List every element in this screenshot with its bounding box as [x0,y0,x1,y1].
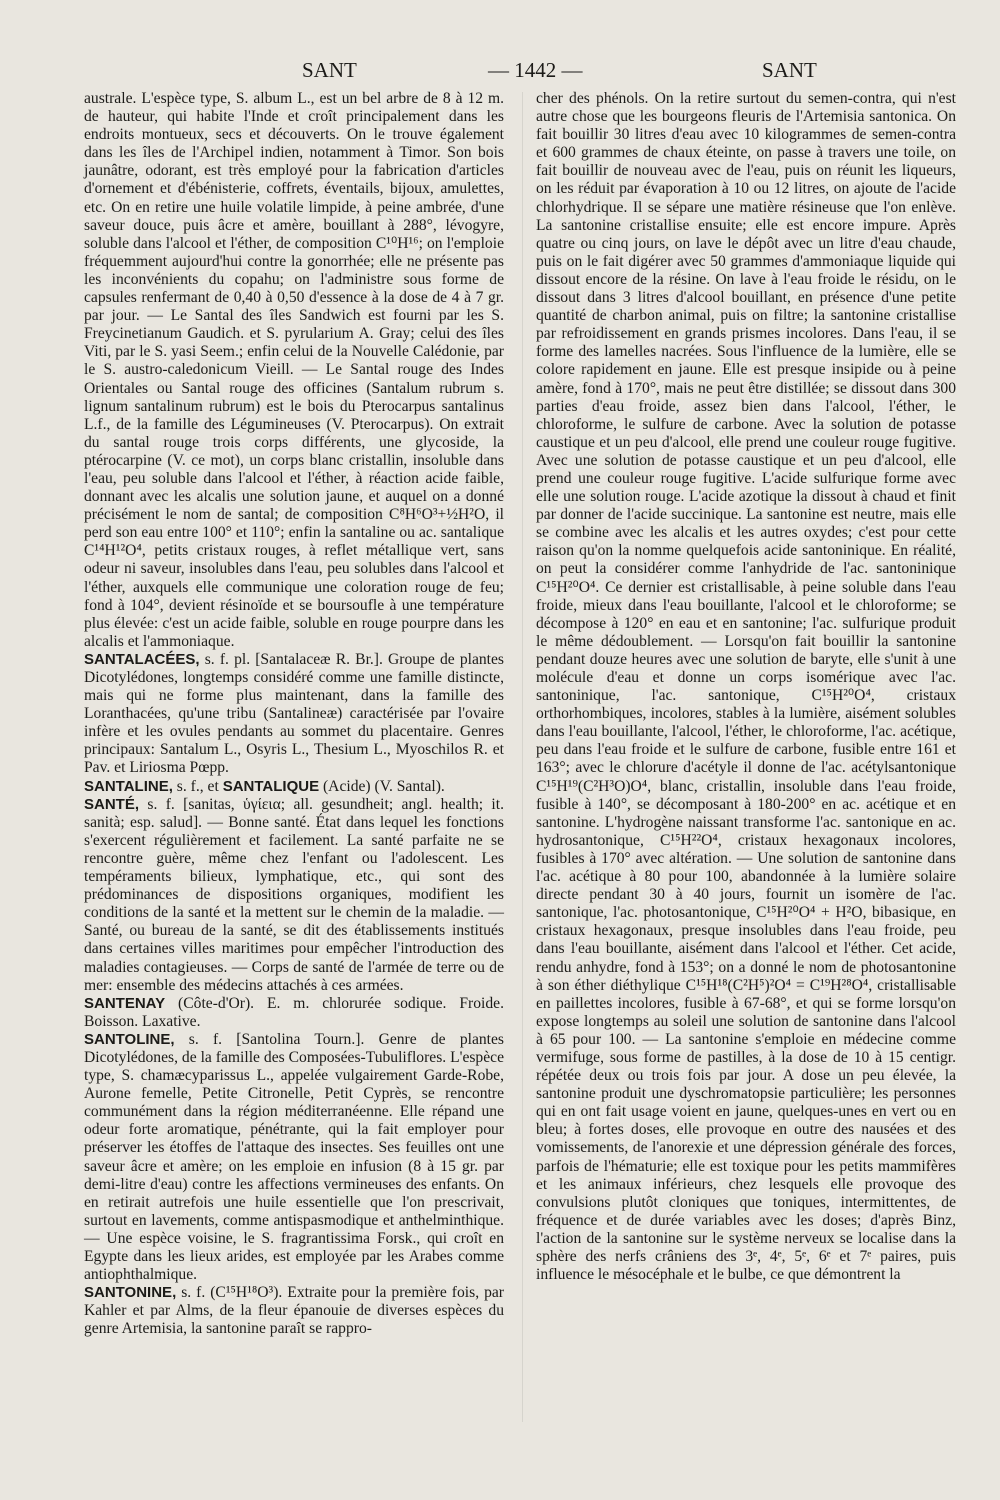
header-left-keyword: SANT [302,58,357,82]
entry-body: (Acide) (V. Santal). [319,777,445,795]
santonine-continuation: cher des phénols. On la retire surtout du semen-contra, qui n'est autre chose que les bourgeons fleuris de l'Artemisia santonica. On fait bouillir 30 litres d'eau avec 10 kilogrammes de semen-contra et 600 grammes de chaux éteinte, on passe à travers une toile, on fait bouillir de nouveau avec de l'eau, puis on réunit les liqueurs, on les réduit par évaporation à 10 ou 12 litres, on ajoute de l'acide chlorhydrique. Il se sépare une matière résineuse que l'on enlève. La santonine cristallise ensuite; elle est encore impure. Après quatre ou cinq jours, on lave le dépôt avec un litre d'eau chaude, puis on le fait digérer avec 50 grammes d'ammoniaque liquide qui dissout encore de la résine. On lave à l'eau froide le résidu, on le dissout dans 3 litres d'alcool bouillant, en présence d'une petite quantité de charbon animal, puis on filtre; la santonine cristallise par refroidissement en grands prismes incolores. Dans l'eau, il se forme des lamelles nacrées. Sous l'influence de la lumière, elle se colore rapidement en jaune. Elle est presque insipide ou à peine amère, fond à 170°, mais ne peut être distillée; se dissout dans 300 parties d'eau froide, assez bien dans l'alcool, l'éther, le chloroforme, le sulfure de carbone. Avec la solution de potasse caustique et un peu d'alcool, elle prend une couleur rouge fugitive. Avec une solution de potasse caustique et un peu d'alcool, elle prend une couleur rouge fugitive. L'acide sulfurique forme avec elle une solution rouge. L'acide azotique la dissout à chaud et finit par donner de l'acide succinique. La santonine est neutre, mais elle se combine avec les alcalis et les autres oxydes; c'est pour cette raison qu'on la nomme quelquefois acide santoninique. En réalité, on peut la considérer comme l'anhydride de l'ac. santoninique C¹⁵H²⁰O⁴. Ce dernier est cristallisable, à peine soluble dans l'eau froide, mieux dans l'eau bouillante, l'alcool et le chloroforme; se décompose à 120° en eau et en santonine; l'ac. sulfurique produit le même dédoublement. — Lorsqu'on fait bouillir la santonine pendant douze heures avec une solution de baryte, elle s'unit à une molécule d'eau et donne un corps isomérique avec l'ac. santoninique, l'ac. santonique, C¹⁵H²⁰O⁴, cristaux orthorhombiques, incolores, stables à la lumière, aisément solubles dans l'eau bouillante, l'alcool, l'éther, le chloroforme, l'ac. acétique, peu dans l'eau froide et le sulfure de carbone, fusible entre 161 et 163°; avec le chlorure d'acétyle il donne de l'ac. acétylsantonique C¹⁵H¹⁹(C²H³O)O⁴, blanc, cristallin, insoluble dans l'eau froide, fusible à 140°, se décomposant à 180-200° en ac. acétique et en santonine. L'hydrogène naissant transforme l'ac. santonique en ac. hydrosantonique, C¹⁵H²²O⁴, cristaux hexagonaux incolores, fusibles à 170° avec altération. — Une solution de santonine dans l'ac. acétique à 80 pour 100, abandonnée à la lumière solaire directe pendant 30 à 40 jours, fournit un isomère de l'ac. santonique, l'ac. photosantonique, C¹⁵H²⁰O⁴ + H²O, bibasique, en cristaux hexagonaux, presque insolubles dans l'eau froide, peu dans l'eau bouillante, aisément dans l'alcool et l'éther. Cet acide, rendu anhydre, fond à 153°; on a donné le nom de photosantonine à son éther diéthylique C¹⁵H¹⁸(C²H⁵)²O⁴ = C¹⁹H²⁸O⁴, cristallisable en paillettes incolores, fusible à 67-68°, et qui se forme lorsqu'on expose longtemps au soleil une solution de santonine dans l'alcool à 65 pour 100. — La santonine s'emploie en médecine comme vermifuge, sous forme de pastilles, à la dose de 10 à 15 centigr. répétée deux ou trois fois par jour. A dose un peu élevée, la santonine produit une dyschromatopsie particulière; les personnes qui en ont fait usage voient en jaune, quelques-unes en vert ou en bleu; à fortes doses, elle provoque en outre des nausées et des vomissements, de l'anorexie et une dépression générale des forces, parfois de l'hématurie; elle est toxique pour les petits mammifères et les animaux inférieurs, chez lesquels elle provoque des convulsions plutôt cloniques que toniques, intermittentes, de fréquence et de durée variables avec les doses; d'après Binz, l'action de la santonine sur le système nerveux se localise dans la sphère des nerfs crâniens des 3ᵉ, 4ᵉ, 5ᵉ, 6ᵉ et 7ᵉ paires, puis influence le mésocéphale et le bulbe, ce que démontrent la [536,90,956,1284]
entry-body: s. f. [Santolina Tourn.]. Genre de plantes Dicotylédones, de la famille des Composées-Tubuliflores. L'espèce type, S. chamæcyparissus L., appelée vulgairement Garde-Robe, Aurone femelle, Petite Citronelle, Petit Cyprès, se rencontre communément dans la région méditerranéenne. Elle répand une odeur forte aromatique, pénétrante, qui la fait employer pour préserver les étoffes de l'attaque des insectes. Ses feuilles ont une saveur âcre et amère; on les emploie en infusion (8 à 15 gr. par demi-litre d'eau) contre les affections vermineuses des enfants. On en retirait autrefois une huile essentielle que l'on prescrivait, surtout en lavements, comme antispasmodique et anthelminthique. — Une espèce voisine, le S. fragrantissima Forsk., qui croît en Egypte dans les lieux arides, est employée par les Arabes comme antiophthalmique. [84,1030,504,1284]
entry-headword: SANTOLINE, [84,1030,175,1048]
entry-sante [84,796,504,995]
entry-santonine [84,1284,504,1338]
entry-santaline [84,778,504,796]
entry-connector: s. f., et [172,777,223,795]
entry-headword: SANTENAY [84,994,166,1012]
entry-headword: SANTONINE, [84,1284,177,1302]
entry-headword: SANTALACÉES, [84,650,200,668]
entry-headword-secondary: SANTALIQUE [222,777,320,795]
entry-santenay [84,995,504,1031]
entry-body: s. f. (C¹⁵H¹⁸O³). Extraite pour la première fois, par Kahler et par Alms, de la fleur épanouie de diverses espèces du genre Artemisia, la santonine paraît se rappro- [84,1284,504,1338]
entry-body: (Côte-d'Or). E. m. chlorurée sodique. Froide. Boisson. Laxative. [84,994,504,1030]
page-number: — 1442 — [488,58,583,82]
running-header [0,58,1000,86]
entry-santalacees [84,651,504,778]
santal-continuation: australe. L'espèce type, S. album L., est un bel arbre de 8 à 12 m. de hauteur, qui habite l'Inde et croît principalement dans les endroits montueux, secs et découverts. On le trouve également dans les îles de l'Archipel indien, notamment à Timor. Son bois jaunâtre, odorant, est très employé pour la fabrication d'articles d'ornement et d'ébénisterie, coffrets, éventails, bijoux, amulettes, etc. On en retire une huile volatile limpide, à peine ambrée, d'une saveur douce, puis âcre et amère, bouillant à 288°, lévogyre, soluble dans l'alcool et l'éther, de composition C¹⁰H¹⁶; on l'emploie fréquemment aujourd'hui contre la gonorrhée; elle ne présente pas les inconvénients du copahu; on l'administre sous forme de capsules renfermant de 0,40 à 0,50 d'essence à la dose de 4 à 7 gr. par jour. — Le Santal des îles Sandwich est fourni par les S. Freycinetianum Gaudich. et S. pyrularium A. Gray; celui des îles Viti, par le S. yasi Seem.; enfin celui de la Nouvelle Calédonie, par le S. austro-caledonicum Vieill. — Le Santal rouge des Indes Orientales ou Santal rouge des officines (Santalum rubrum s. lignum santalinum rubrum) est le bois du Pterocarpus santalinus L.f., de la famille des Légumineuses (V. Pterocarpus). On extrait du santal rouge trois corps différents, une glycoside, la ptérocarpine (V. ce mot), un corps blanc cristallin, insoluble dans l'eau, peu soluble dans l'alcool et l'éther, à réaction acide faible, donnant avec les alcalis une solution jaune, et auquel on a donné précisément le nom de santal; de composition C⁸H⁶O³+½H²O, il perd son eau entre 100° et 110°; enfin la santaline ou ac. santalique C¹⁴H¹²O⁴, petits cristaux rouges, à reflet métallique vert, sans odeur ni saveur, insolubles dans l'eau, peu solubles dans l'alcool et l'éther, auxquels elle communique une coloration rouge de feu; fond à 104°, devient résinoïde et se boursoufle à une température plus élevée: c'est un acide faible, soluble en rouge pourpre dans les alcalis et l'ammoniaque. [84,90,504,650]
header-right-keyword: SANT [762,58,817,82]
column-divider [522,92,523,1422]
left-column [84,90,504,1338]
entry-headword: SANTÉ, [84,795,140,813]
entry-body: s. f. [sanitas, ὑγίεια; all. gesundheit; angl. health; it. sanità; esp. salud]. — Bonne santé. État dans lequel les fonctions s'exercent régulièrement et facilement. La santé parfaite ne se rencontre guère, même chez l'enfant ou l'adolescent. Les tempéraments bilieux, lymphatique, etc., qui sont des prédominances de dispositions organiques, modifient les conditions de la santé et la mettent sur le chemin de la maladie. — Santé, ou bureau de la santé, se dit des établissements institués dans certaines villes maritimes pour empêcher l'introduction des maladies contagieuses. — Corps de santé de l'armée de terre ou de mer: ensemble des médecins attachés à ces armées. [84,795,504,994]
entry-santoline [84,1031,504,1284]
right-column [536,90,956,1284]
entry-body: s. f. pl. [Santalaceæ R. Br.]. Groupe de plantes Dicotylédones, longtemps considéré comme une famille distincte, mais qui ne forme plus maintenant, dans la famille des Loranthacées, qu'une tribu (Santalineæ) caractérisée par l'ovaire infère et les ovules pendants au sommet du placentaire. Genres principaux: Santalum L., Osyris L., Thesium L., Myoschilos R. et Pav. et Liriosma Pœpp. [84,650,504,777]
entry-headword: SANTALINE, [84,777,173,795]
